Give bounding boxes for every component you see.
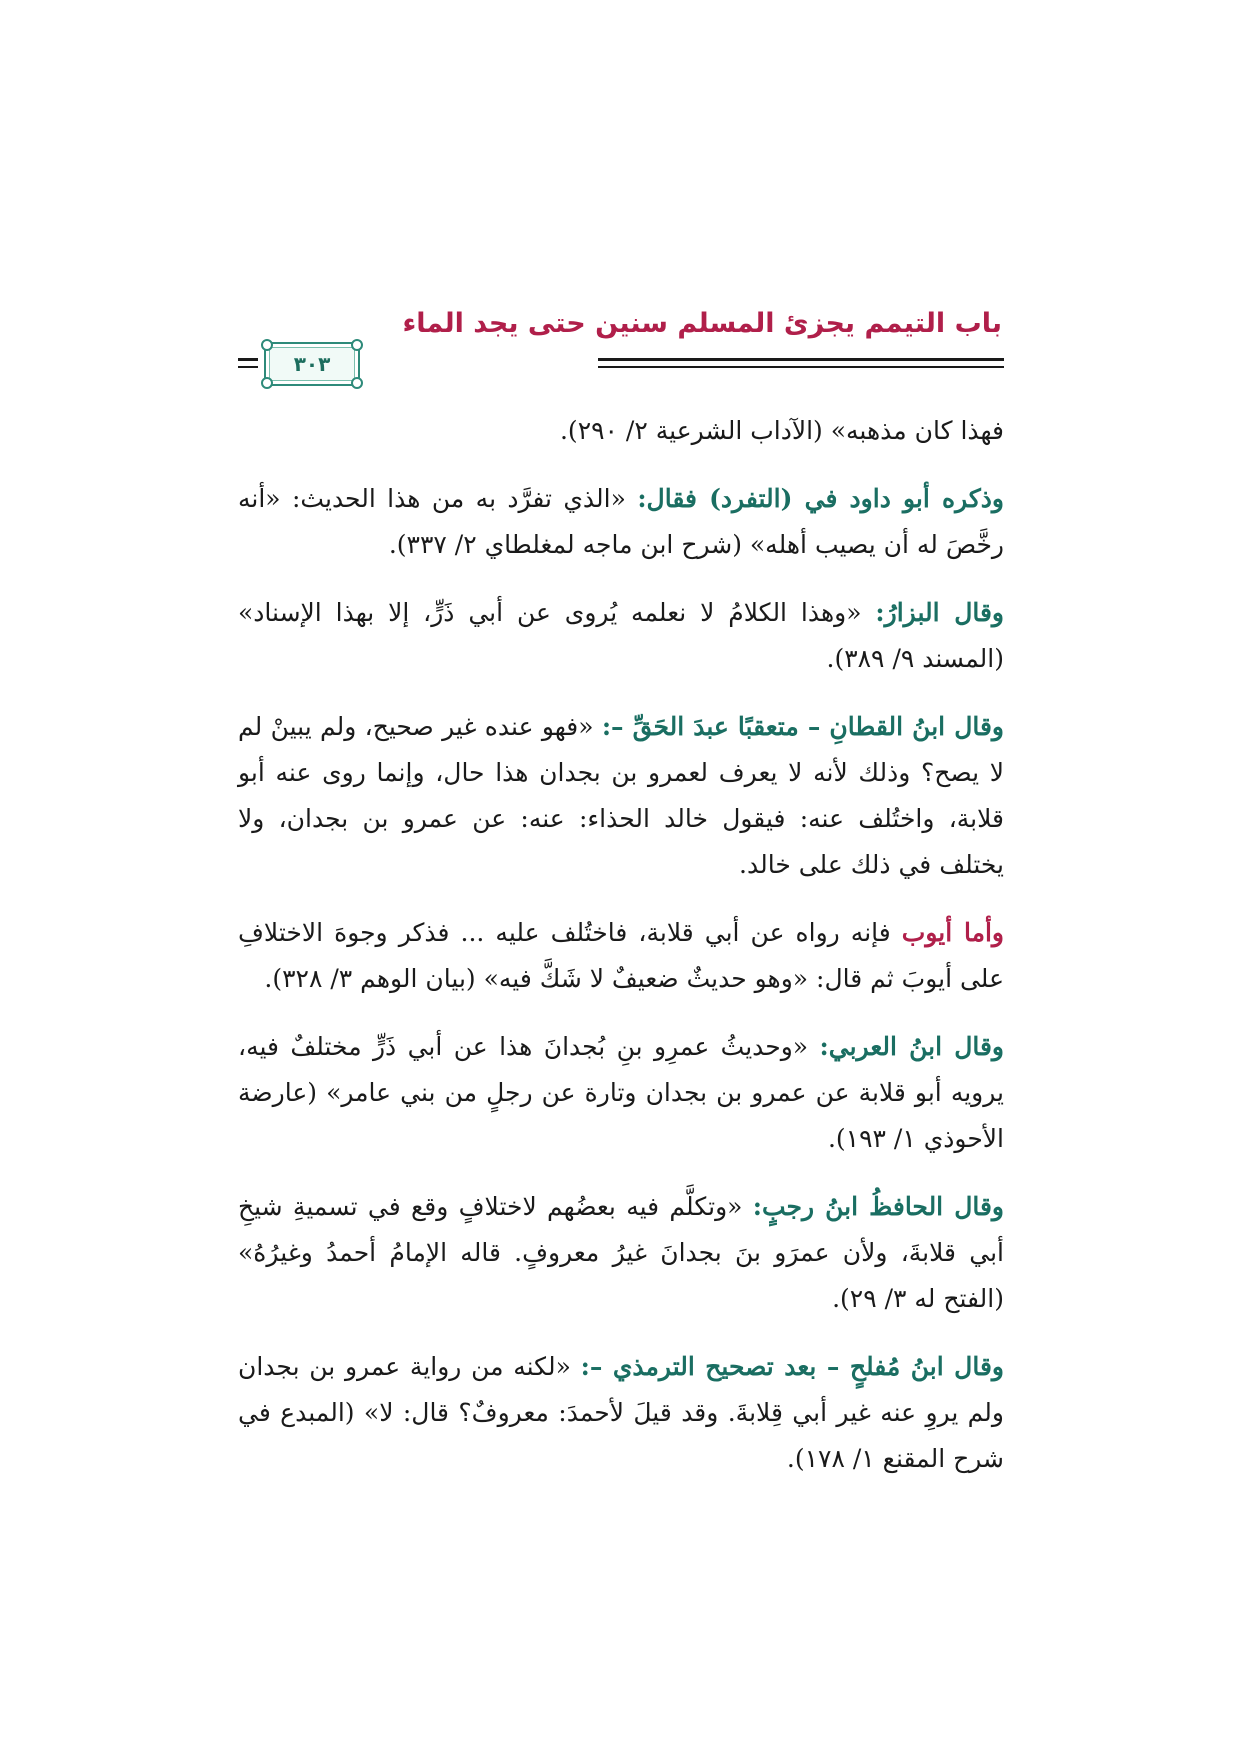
paragraph-text: «وهذا الكلامُ لا نعلمه يُروى عن أبي ذَرٍّ، إلا بهذا الإسناد» (المسند ٩/ ٣٨٩).: [238, 598, 1004, 673]
paragraph-text: «الذي تفرَّد به من هذا الحديث: «أنه رخَّصَ له أن يصيب أهله» (شرح ابن ماجه لمغلطاي ٢/ ٣٣٧).: [238, 484, 1004, 559]
paragraph: [238, 590, 1004, 682]
ornament-icon: [351, 377, 363, 389]
ornament-icon: [261, 377, 273, 389]
ornament-icon: [261, 339, 273, 351]
paragraph: [238, 910, 1004, 1002]
page-body: [238, 408, 1004, 1504]
chapter-title: باب التيمم يجزئ المسلم سنين حتى يجد الماء: [402, 308, 1002, 339]
page-header: [238, 300, 1004, 386]
header-rule: [598, 358, 1004, 361]
paragraph-text: «وحديثُ عمرِو بنِ بُجدانَ هذا عن أبي ذَرٍّ مختلفٌ فيه، يرويه أبو قلابة عن عمرو بن بجدان وتارة عن رجلٍ من بني عامر» (عارضة الأحوذي ١/ ١٩٣).: [238, 1032, 1004, 1153]
paragraph-lead: وقال ابنُ القطانِ – متعقبًا عبدَ الحَقِّ –:: [601, 712, 1004, 741]
paragraph-text: فإنه رواه عن أبي قلابة، فاختُلف عليه ... فذكر وجوهَ الاختلافِ على أيوبَ ثم قال: «وهو حديثٌ ضعيفٌ لا شَكَّ فيه» (بيان الوهم ٣/ ٣٢٨).: [238, 918, 1004, 993]
paragraph: [238, 1184, 1004, 1322]
paragraph-text: فهذا كان مذهبه» (الآداب الشرعية ٢/ ٢٩٠).: [559, 416, 1004, 445]
page-number-badge: [264, 342, 360, 386]
paragraph-lead: وقال الحافظُ ابنُ رجبٍ:: [752, 1192, 1005, 1221]
paragraph: [238, 408, 1004, 454]
paragraph-lead: وأما أيوب: [901, 918, 1004, 947]
paragraph-lead: وقال ابنُ العربي:: [819, 1032, 1005, 1061]
paragraph: [238, 704, 1004, 888]
paragraph-lead: وقال ابنُ مُفلحٍ – بعد تصحيح الترمذي –:: [580, 1352, 1004, 1381]
header-rule: [598, 366, 1004, 368]
paragraph: [238, 1344, 1004, 1482]
paragraph-lead: وذكره أبو داود في (التفرد) فقال:: [637, 484, 1004, 513]
paragraph-text: «فهو عنده غير صحيح، ولم يبينْ لم لا يصح؟ وذلك لأنه لا يعرف لعمرو بن بجدان هذا حال، وإنما روى عنه أبو قلابة، واختُلف عنه: فيقول خالد الحذاء: عنه: عن عمرو بن بجدان، ولا يختلف في ذلك على خالد.: [238, 712, 1004, 879]
paragraph-text: «وتكلَّم فيه بعضُهم لاختلافٍ وقع في تسميةِ شيخِ أبي قلابةَ، ولأن عمرَو بنَ بجدانَ غيرُ معروفٍ. قاله الإمامُ أحمدُ وغيرُهُ» (الفتح له ٣/ ٢٩).: [238, 1192, 1004, 1313]
ornament-icon: [351, 339, 363, 351]
paragraph: [238, 476, 1004, 568]
header-rule: [238, 358, 258, 361]
header-rule: [238, 366, 258, 368]
paragraph: [238, 1024, 1004, 1162]
paragraph-lead: وقال البزارُ:: [875, 598, 1005, 627]
paragraph-text: «لكنه من رواية عمرو بن بجدان ولم يروِ عنه غير أبي قِلابةَ. وقد قيلَ لأحمدَ: معروفٌ؟ قال: لا» (المبدع في شرح المقنع ١/ ١٧٨).: [238, 1352, 1004, 1473]
page-number: ٣٠٣: [293, 352, 331, 376]
